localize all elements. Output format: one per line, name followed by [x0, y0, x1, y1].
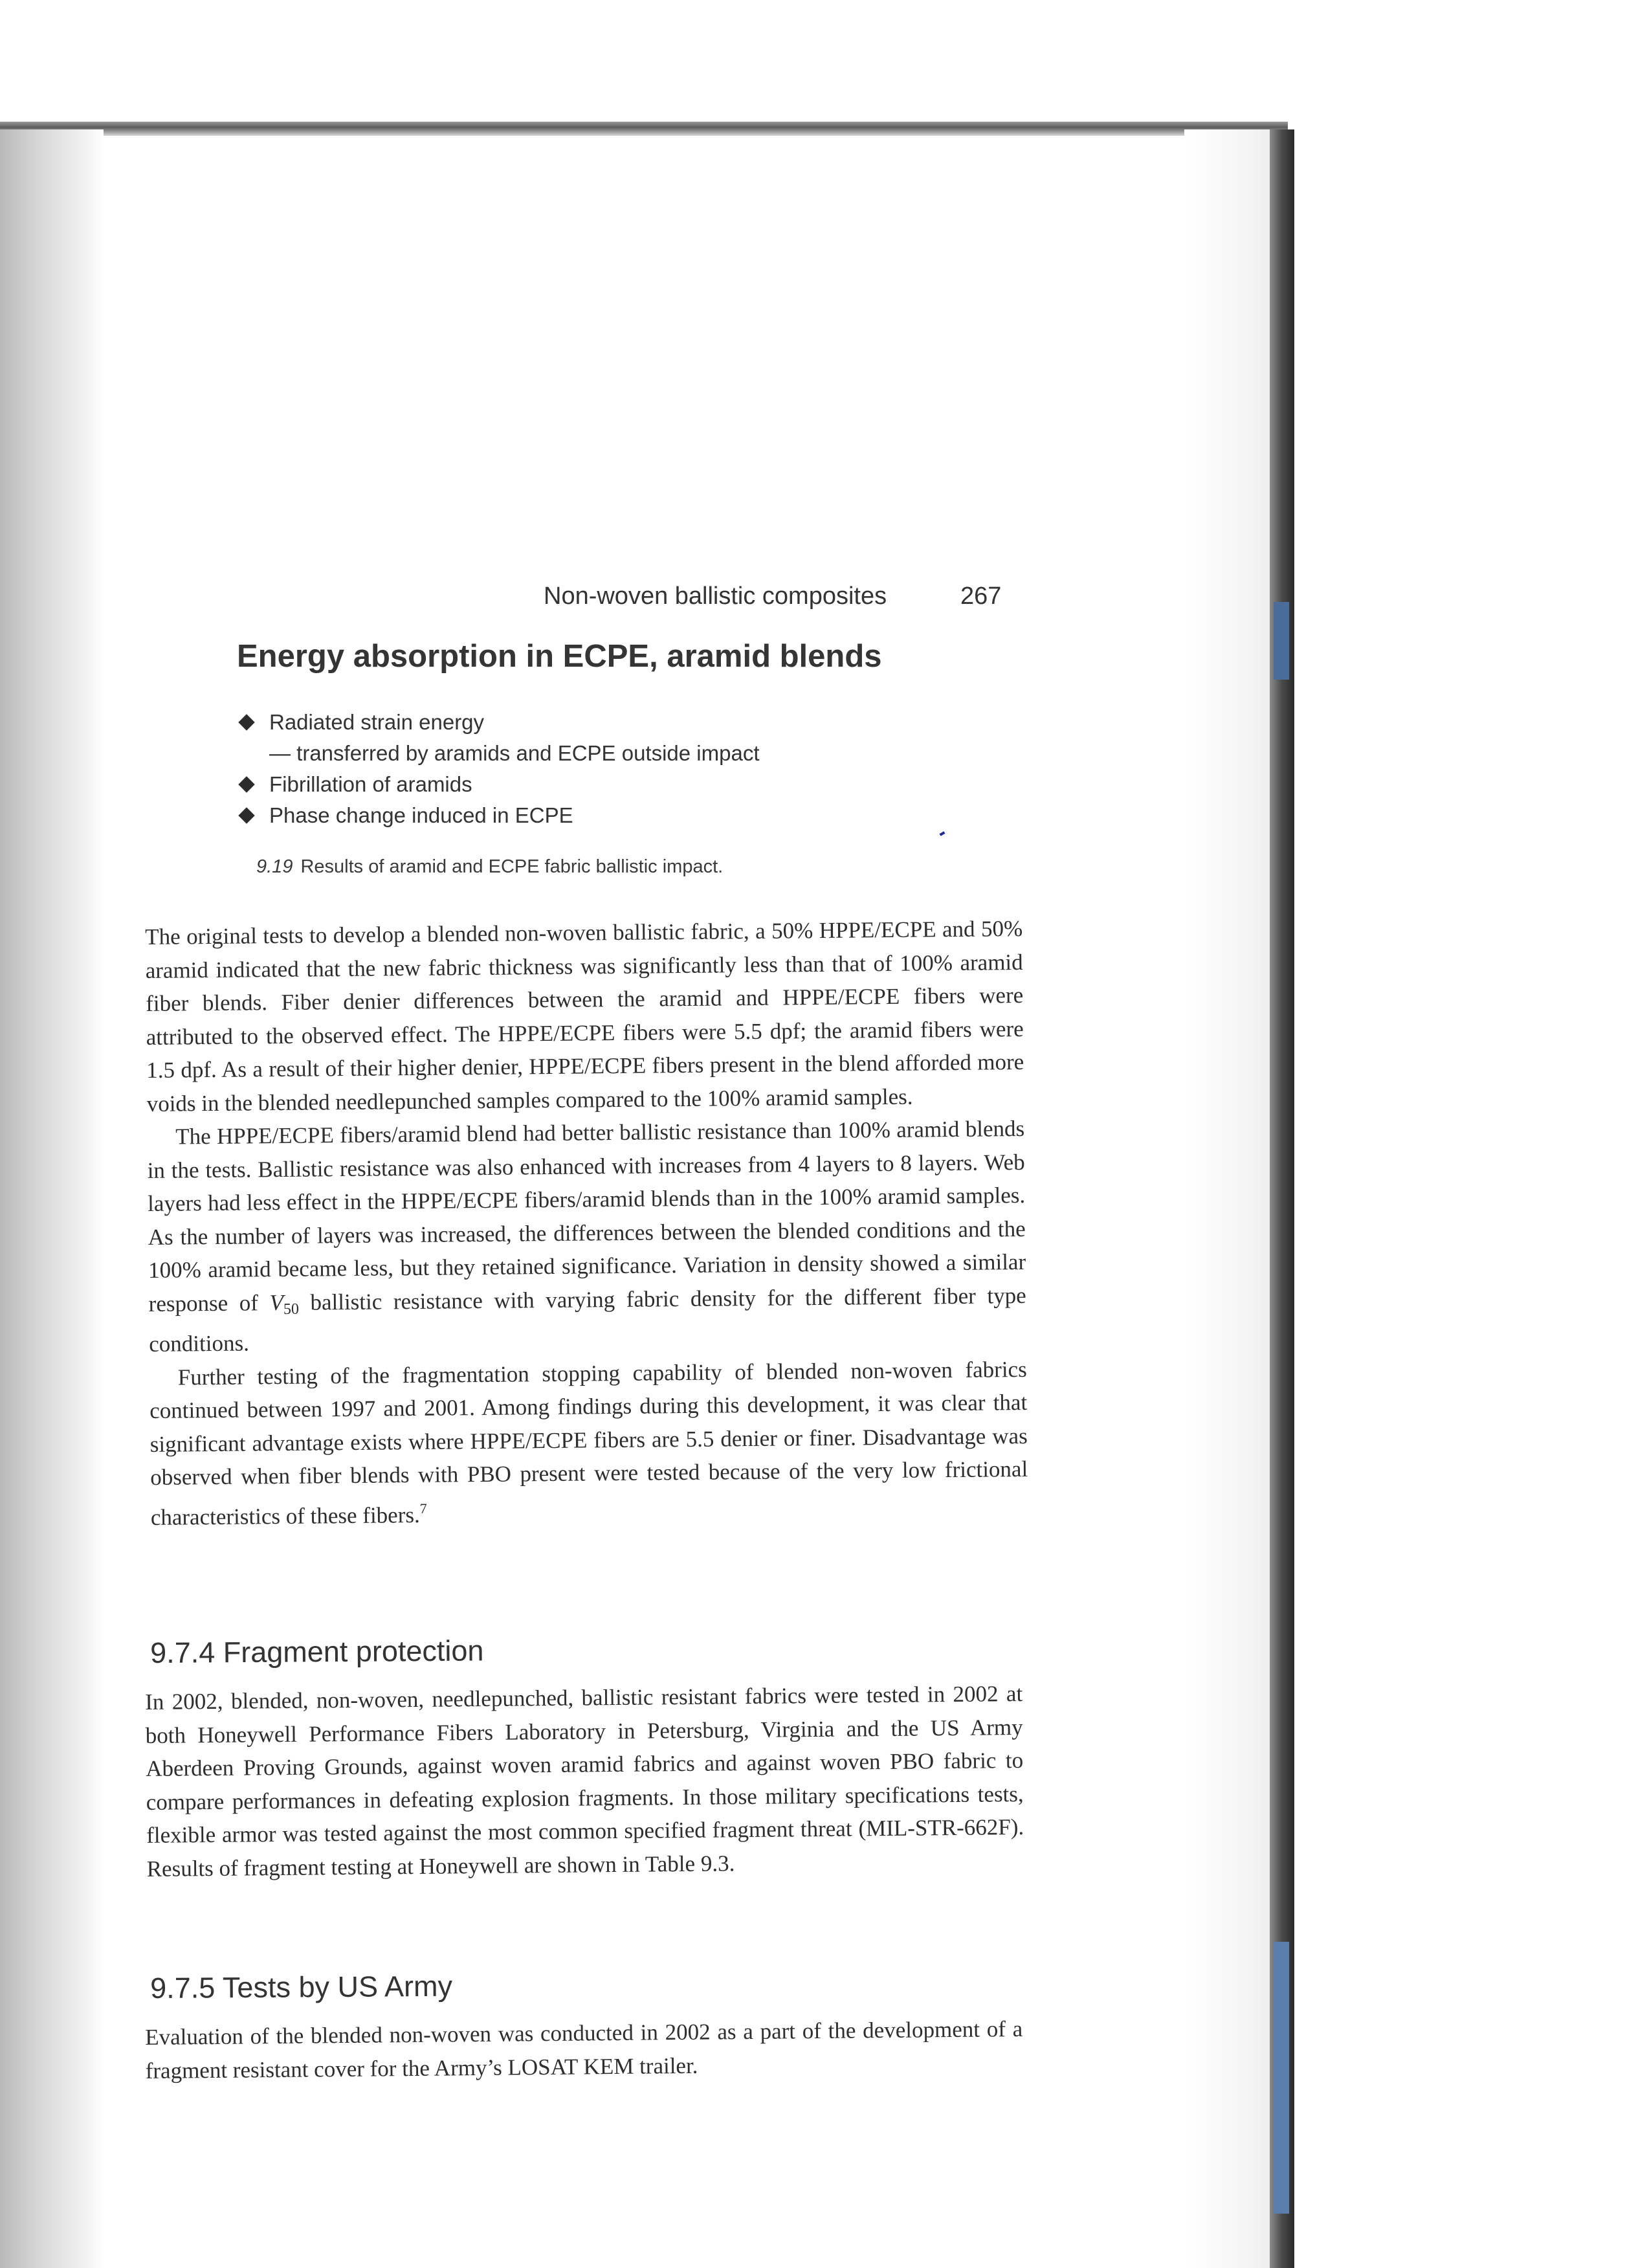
section-heading: 9.7.5 Tests by US Army — [150, 1969, 453, 2005]
page-top-edge — [0, 122, 1288, 136]
paragraph: Evaluation of the blended non-woven was conducted in 2002 as a part of the development of a fragment resistant cover for the Army’s LOSAT KEM trailer. — [145, 2016, 1023, 2084]
cover-color-stripe — [1274, 602, 1289, 680]
figure-title: Energy absorption in ECPE, aramid blends — [237, 639, 882, 674]
figure-bullet: Radiated strain energy — [237, 707, 760, 738]
cover-color-stripe — [1274, 1942, 1289, 2214]
page-number: 267 — [960, 583, 1002, 610]
paragraph: The HPPE/ECPE fibers/aramid blend had better ballistic resistance than 100% aramid blends in the tests. Ballistic resistance was also enhanced with increases from 4 layers to 8 layers. Web layers had less effect in the HPPE/ECPE fibers/aramid blends than in the 100% aramid samples. As the number of layers was increased, the differences between the blended conditions and the 100% aramid became less, but they retained significance. Variation in density showed a similar response of V50 ballistic resistance with varying fabric density for the different fiber type conditions. — [147, 1115, 1026, 1357]
scan-background — [1294, 0, 1636, 2268]
figure-caption-text: Results of aramid and ECPE fabric ballistic impact. — [300, 856, 724, 877]
binding-shadow — [0, 129, 104, 2268]
paragraph: The original tests to develop a blended non-woven ballistic fabric, a 50% HPPE/ECPE and 50% aramid indicated that the new fabric thickness was significantly less than that of 100% aramid fiber blends. Fiber denier differences between the aramid and HPPE/ECPE fibers were attributed to the observed effect. The HPPE/ECPE fibers were 5.5 dpf; the aramid fibers were 1.5 dpf. As a result of their higher denier, HPPE/ECPE fibers present in the blend afforded more voids in the blended needlepunched samples compared to the 100% aramid samples. — [145, 915, 1024, 1117]
section-heading: 9.7.4 Fragment protection — [150, 1634, 484, 1669]
running-head-title: Non-woven ballistic composites — [544, 583, 887, 610]
paragraph: Further testing of the fragmentation stopping capability of blended non-woven fabrics continued between 1997 and 2001. Among findings during this development, it was clear that significant advantage exists where HPPE/ECPE fibers are 5.5 denier or finer. Disadvantage was observed when fiber blends with PBO present were tested because of the very low frictional characteristics of these fibers.$^7$ — [149, 1356, 1028, 1530]
figure-bullet: Fibrillation of aramids — [237, 769, 760, 800]
figure-bullet-list — [237, 707, 760, 831]
body-text-block — [145, 912, 1028, 1534]
figure-caption-number: 9.19 — [256, 856, 293, 877]
body-text-block — [145, 1677, 1024, 1885]
body-text-block — [145, 2012, 1023, 2087]
diamond-bullet-icon — [238, 714, 254, 730]
figure-sub-bullet: — transferred by aramids and ECPE outside impact — [269, 741, 760, 765]
diamond-bullet-icon — [238, 776, 254, 792]
figure-bullet: Phase change induced in ECPE — [237, 800, 760, 831]
diamond-bullet-icon — [238, 807, 254, 823]
pen-mark — [940, 831, 945, 836]
paragraph: In 2002, blended, non-woven, needlepunched, ballistic resistant fabrics were tested in 2002 at both Honeywell Performance Fibers Laboratory in Petersburg, Virginia and the US Army Aberdeen Proving Grounds, against woven aramid fabrics and against woven PBO fabric to compare performances in defeating explosion fragments. In those military specifications tests, flexible armor was tested against the most common specified fragment threat (MIL-STR-662F). Results of fragment testing at Honeywell are shown in Table 9.3. — [145, 1680, 1024, 1882]
figure-caption — [256, 856, 723, 878]
footnote-reference: 7 — [419, 1500, 427, 1517]
